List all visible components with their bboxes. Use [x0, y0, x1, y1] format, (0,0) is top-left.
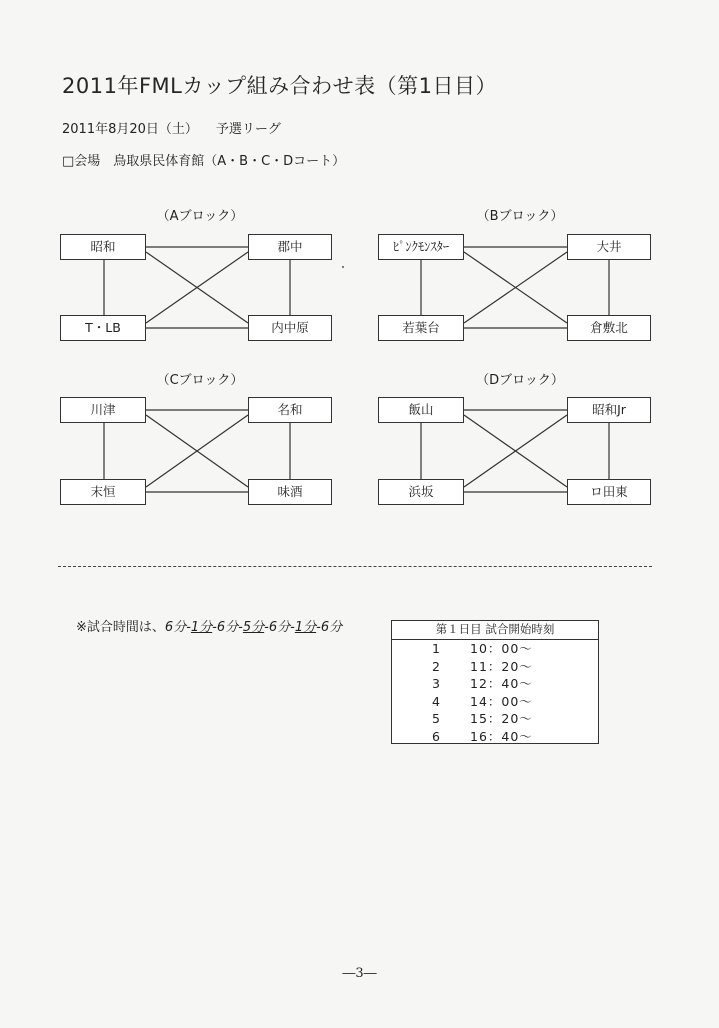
note-segment: 6分 — [268, 620, 291, 635]
team-d-bottom-left: 浜坂 — [378, 479, 464, 505]
note-segment: 6分 — [164, 620, 187, 635]
note-separator: - — [290, 620, 295, 635]
start-time: 16：40～ — [470, 728, 533, 744]
team-a-top-right: 郡中 — [248, 234, 332, 260]
start-time: 12：40～ — [470, 676, 533, 691]
start-time: 10：00～ — [470, 641, 533, 656]
match-number: 1 — [432, 641, 440, 656]
start-time: 14：00～ — [470, 693, 533, 709]
block-b-title: （Bブロック） — [476, 209, 564, 224]
team-d-top-right: 昭和Jr — [567, 397, 651, 423]
note-separator: - — [316, 620, 321, 635]
note-separator: - — [238, 620, 243, 635]
start-time-table-header: 第１日目 試合開始時刻 — [392, 621, 598, 640]
table-row — [392, 693, 598, 711]
table-row — [392, 675, 598, 693]
team-c-bottom-right: 味酒 — [248, 479, 332, 505]
match-number: 3 — [432, 676, 440, 691]
team-b-bottom-left: 若葉台 — [378, 315, 464, 341]
team-c-bottom-left: 末恒 — [60, 479, 146, 505]
team-c-top-right: 名和 — [248, 397, 332, 423]
page-title: 2011年FMLカップ組み合わせ表（第1日目） — [62, 74, 497, 98]
section-divider — [58, 566, 652, 567]
round-name: 予選リーグ — [215, 122, 281, 137]
stray-mark — [342, 266, 344, 268]
match-number: 2 — [432, 658, 440, 674]
start-time-table — [391, 620, 599, 744]
team-a-bottom-right: 内中原 — [248, 315, 332, 341]
team-d-bottom-right: ロ田東 — [567, 479, 651, 505]
table-row — [392, 658, 598, 676]
match-time-note — [76, 616, 342, 635]
start-time: 11：20～ — [470, 658, 533, 674]
table-row — [392, 710, 598, 728]
table-row — [392, 640, 598, 658]
note-segment: 5分 — [242, 620, 265, 635]
note-separator: - — [212, 620, 217, 635]
match-number: 5 — [432, 711, 440, 726]
match-number: 4 — [432, 693, 440, 709]
match-number: 6 — [432, 728, 440, 744]
note-segment: 6分 — [320, 620, 343, 635]
block-d-title: （Dブロック） — [476, 373, 564, 388]
note-segment: 1分 — [190, 620, 213, 635]
block-a-title: （Aブロック） — [156, 209, 244, 224]
block-c-title: （Cブロック） — [156, 373, 244, 388]
note-segment: 6分 — [216, 620, 239, 635]
venue: □会場 鳥取県民体育館（A・B・C・Dコート） — [62, 154, 346, 169]
note-segment: 1分 — [294, 620, 317, 635]
note-separator: - — [186, 620, 191, 635]
table-row — [392, 728, 598, 746]
team-d-top-left: 飯山 — [378, 397, 464, 423]
team-b-bottom-right: 倉敷北 — [567, 315, 651, 341]
team-a-bottom-left: T・LB — [60, 315, 146, 341]
team-c-top-left: 川津 — [60, 397, 146, 423]
team-b-top-left: ﾋﾟﾝｸﾓﾝｽﾀｰ — [378, 234, 464, 260]
team-a-top-left: 昭和 — [60, 234, 146, 260]
note-prefix: ※試合時間は、 — [76, 620, 165, 635]
note-separator: - — [264, 620, 269, 635]
start-time: 15：20～ — [470, 711, 533, 726]
event-date: 2011年8月20日（土） — [62, 122, 198, 137]
page-number: ―3― — [342, 966, 377, 981]
team-b-top-right: 大井 — [567, 234, 651, 260]
